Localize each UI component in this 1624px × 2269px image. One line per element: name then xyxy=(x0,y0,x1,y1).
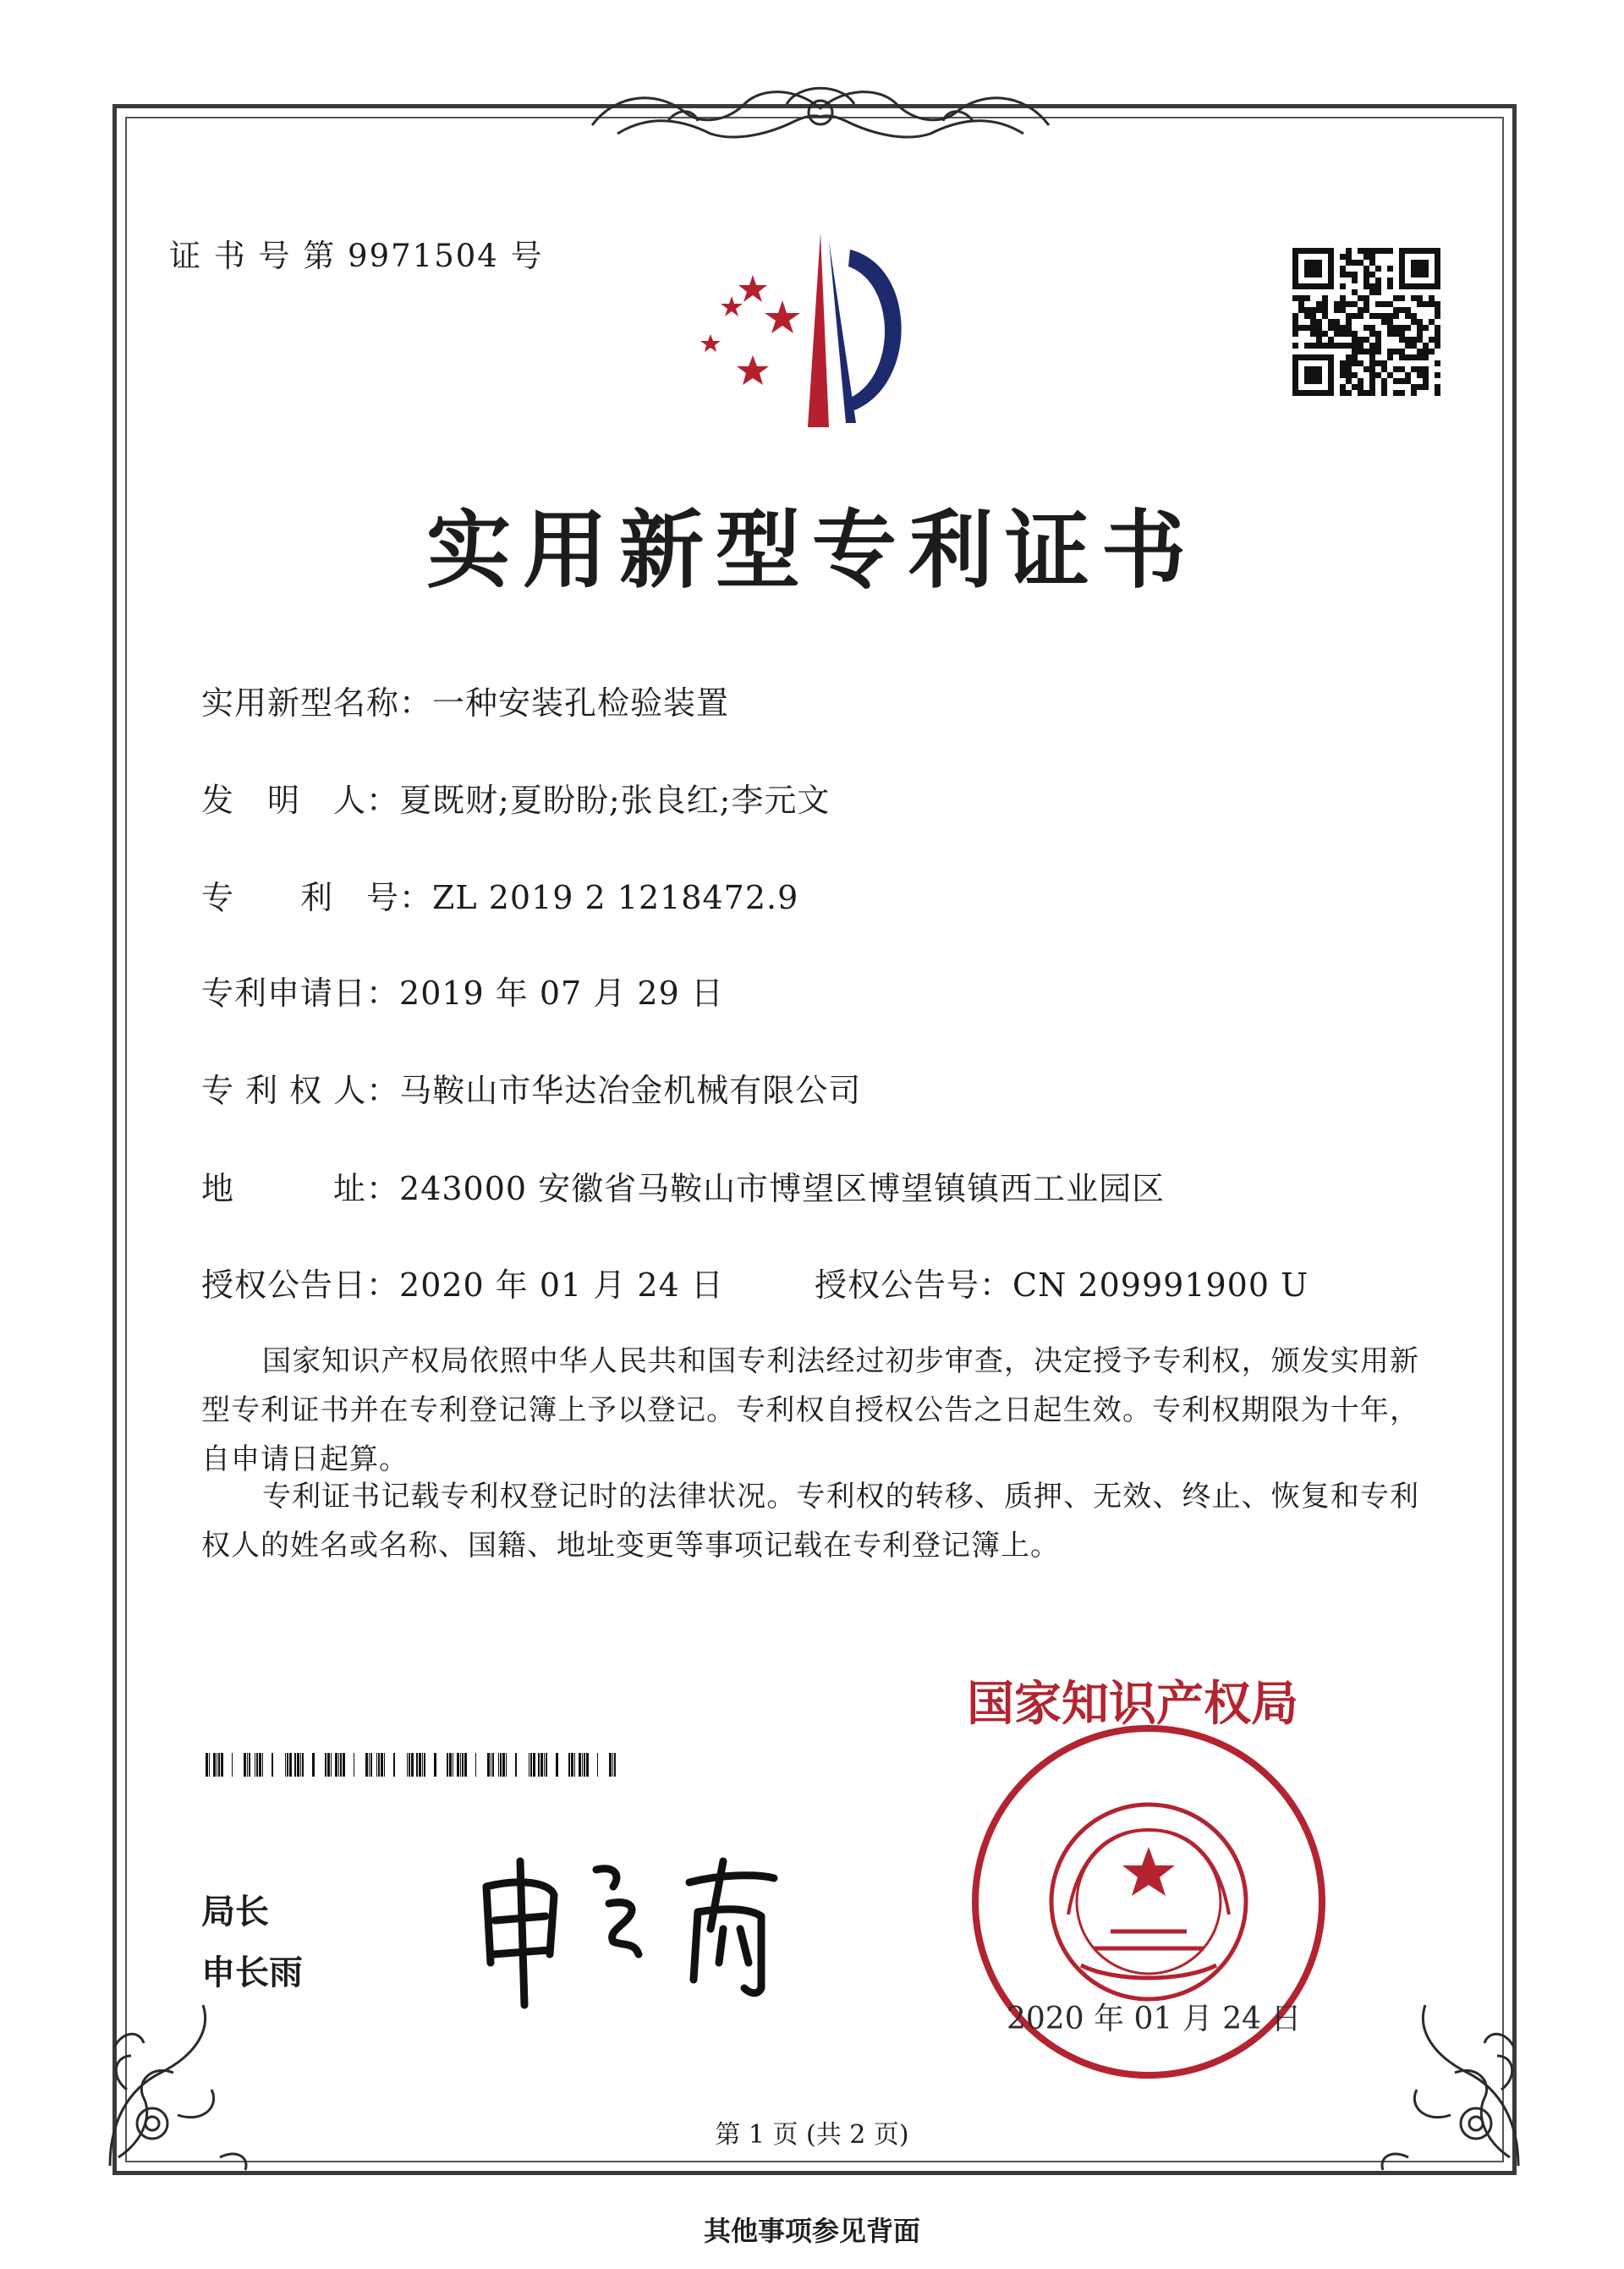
filing-date-value: 2019 年 07 月 29 日 xyxy=(399,975,724,1012)
address-value: 243000 安徽省马鞍山市博望区博望镇镇西工业园区 xyxy=(399,1170,1166,1207)
name-row xyxy=(201,677,729,723)
address-label: 地 址： xyxy=(201,1170,400,1207)
qr-code-icon xyxy=(1288,248,1449,400)
patent-number-row xyxy=(201,871,798,918)
grant-date-row xyxy=(201,1259,724,1305)
name-label: 实用新型名称： xyxy=(201,684,433,722)
certificate-number: 证 书 号 第 9971504 号 xyxy=(169,238,544,274)
top-ornament xyxy=(584,74,1057,151)
grant-number-value: CN 209991900 U xyxy=(1012,1266,1309,1304)
seal-text: 国家知识产权局 xyxy=(967,1676,1298,1732)
inventor-value: 夏既财;夏盼盼;张良红;李元文 xyxy=(399,782,831,819)
legal-status-paragraph: 专利证书记载专利权登记时的法律状况。专利权的转移、质押、无效、终止、恢复和专利权人的姓名或名称、国籍、地址变更等事项记载在专利登记簿上。 xyxy=(201,1480,1419,1563)
certificate-title: 实用新型专利证书 xyxy=(426,500,1198,600)
address-row xyxy=(201,1162,1165,1209)
patentee-label: 专 利 权 人： xyxy=(201,1072,400,1109)
inventor-row xyxy=(201,774,830,821)
seal-date: 2020 年 01 月 24 日 xyxy=(1007,2002,1302,2036)
grant-number-row xyxy=(815,1259,1309,1305)
name-value: 一种安装孔检验装置 xyxy=(432,684,730,722)
patentee-value: 马鞍山市华达冶金机械有限公司 xyxy=(399,1072,862,1109)
official-name: 申长雨 xyxy=(201,1953,303,1992)
official-title: 局长 xyxy=(201,1893,269,1931)
grant-date-value: 2020 年 01 月 24 日 xyxy=(399,1266,724,1304)
filing-date-label: 专利申请日： xyxy=(201,975,400,1012)
back-note: 其他事项参见背面 xyxy=(703,2215,920,2247)
signature xyxy=(469,1836,825,2014)
grant-number-label: 授权公告号： xyxy=(815,1266,1013,1304)
patent-number-label: 专 利 号： xyxy=(201,879,433,916)
grant-statement-paragraph: 国家知识产权局依照中华人民共和国专利法经过初步审查，决定授予专利权，颁发实用新型专利证书并在专利登记簿上予以登记。专利权自授权公告之日起生效。专利权期限为十年，自申请日起算。 xyxy=(201,1344,1419,1476)
page-number: 第 1 页 (共 2 页) xyxy=(715,2120,909,2150)
patentee-row xyxy=(201,1064,861,1111)
grant-date-label: 授权公告日： xyxy=(201,1266,400,1304)
patent-number-value: ZL 2019 2 1218472.9 xyxy=(432,879,799,916)
filing-date-row xyxy=(201,967,724,1014)
cnipa-logo xyxy=(694,233,914,427)
barcode xyxy=(206,1753,620,1777)
inventor-label: 发 明 人： xyxy=(201,782,400,819)
